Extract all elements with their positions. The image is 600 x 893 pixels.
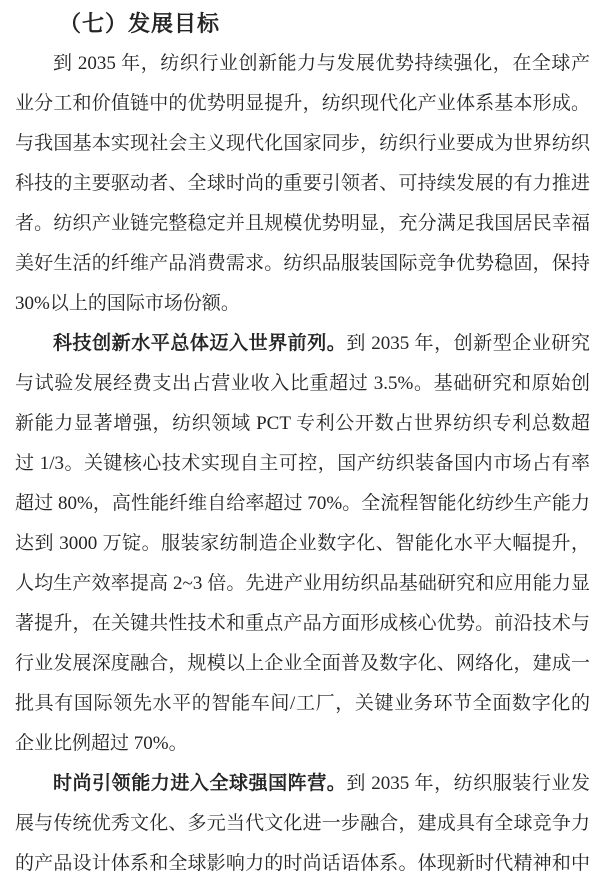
line-text: 新能力显著增强，纺织领域 PCT 专利公开数占世界纺织专利总数超: [15, 413, 590, 434]
text-line: [15, 604, 590, 644]
text-line: [15, 524, 590, 564]
text-line: [15, 204, 590, 244]
line-text: 者。纺织产业链完整稳定并且规模优势明显，充分满足我国居民幸福: [15, 213, 590, 234]
line-text: 批具有国际领先水平的智能车间/工厂，关键业务环节全面数字化的: [15, 693, 590, 714]
text-line: [15, 324, 590, 364]
line-text: 美好生活的纤维产品消费需求。纺织品服装国际竞争优势稳固，保持: [15, 253, 590, 274]
text-line: [15, 284, 590, 324]
text-line: [15, 484, 590, 524]
text-line: [15, 644, 590, 684]
text-line: [15, 444, 590, 484]
line-text: 展与传统优秀文化、多元当代文化进一步融合，建成具有全球竞争力: [15, 813, 590, 834]
document-body: [15, 44, 590, 884]
text-line: [15, 724, 590, 764]
line-text: 行业发展深度融合，规模以上企业全面普及数字化、网络化，建成一: [15, 653, 590, 674]
line-text: 到 2035 年，创新型企业研究: [346, 333, 590, 354]
line-text: 到 2035 年，纺织服装行业发: [346, 773, 590, 794]
line-text: 科技的主要驱动者、全球时尚的重要引领者、可持续发展的有力推进: [15, 173, 590, 194]
line-text: 达到 3000 万锭。服装家纺制造企业数字化、智能化水平大幅提升，: [15, 533, 590, 554]
text-line: [15, 164, 590, 204]
text-line: [15, 804, 590, 844]
line-text: 人均生产效率提高 2~3 倍。先进产业用纺织品基础研究和应用能力显: [15, 573, 590, 594]
text-line: [15, 84, 590, 124]
text-line: [15, 684, 590, 724]
line-text: 与我国基本实现社会主义现代化国家同步，纺织行业要成为世界纺织: [15, 133, 590, 154]
line-text: 企业比例超过 70%。: [15, 733, 188, 754]
line-text: 30%以上的国际市场份额。: [15, 293, 240, 314]
text-line: [15, 564, 590, 604]
paragraph-lead-bold: 科技创新水平总体迈入世界前列。: [53, 333, 347, 354]
line-text: 到 2035 年，纺织行业创新能力与发展优势持续强化，在全球产: [53, 53, 590, 74]
line-text: 过 1/3。关键核心技术实现自主可控，国产纺织装备国内市场占有率: [15, 453, 590, 474]
paragraph-lead-bold: 时尚引领能力进入全球强国阵营。: [53, 773, 347, 794]
line-text: 超过 80%，高性能纤维自给率超过 70%。全流程智能化纺纱生产能力: [15, 493, 590, 514]
text-line: [15, 124, 590, 164]
section-heading: （七）发展目标: [59, 11, 221, 36]
text-line: [15, 244, 590, 284]
line-text: 与试验发展经费支出占营业收入比重超过 3.5%。基础研究和原始创: [15, 373, 590, 394]
text-line: [15, 844, 590, 884]
line-text: 的产品设计体系和全球影响力的时尚话语体系。体现新时代精神和中: [15, 853, 590, 874]
text-line: [15, 44, 590, 84]
line-text: 著提升，在关键共性技术和重点产品方面形成核心优势。前沿技术与: [15, 613, 590, 634]
text-line: [15, 404, 590, 444]
text-line: [15, 764, 590, 804]
line-text: 业分工和价值链中的优势明显提升，纺织现代化产业体系基本形成。: [15, 93, 590, 114]
text-line: [15, 364, 590, 404]
